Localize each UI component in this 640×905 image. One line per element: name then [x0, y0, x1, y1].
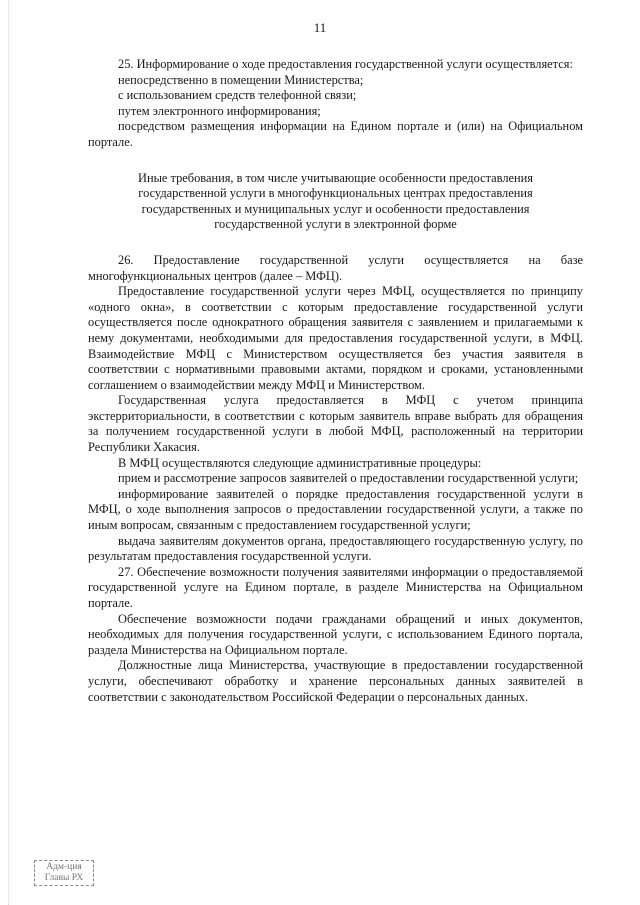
section-25-intro: 25. Информирование о ходе предоставления государственной услуги осуществляется:	[118, 57, 573, 71]
section-26-paragraph-2: Предоставление государственной услуги через МФЦ, осуществляется по принципу «одного окна», в соответствии с которым предоставление государственной услуги осуществляется после однократного обращения заявителя с заявлением и прилагаемыми к нему документами, необходимыми для предоставления государственной услуги, в МФЦ. Взаимодействие МФЦ с Министерством осуществляется без участия заявителя в соответствии с нормативными правовыми актами, порядком и сроками, установленными соглашением о взаимодействии между МФЦ и Министерством.	[88, 284, 583, 392]
section-26-paragraph-1: 26. Предоставление государственной услуги осуществляется на базе многофункциональных центров (далее – МФЦ).	[88, 252, 583, 283]
section-26-paragraph-5: прием и рассмотрение запросов заявителей о предоставлении государственной услуги;	[118, 471, 579, 486]
section-27-paragraph-3: Должностные лица Министерства, участвующие в предоставлении государственной услуги, обеспечивают обработку и хранение персональных данных заявителей в соответствии с законодательством Российской Федерации о персональных данных.	[88, 658, 583, 704]
stamp-line-2: Главы РХ	[44, 873, 84, 883]
scan-edge-line	[8, 0, 10, 905]
section-heading: Иные требования, в том числе учитывающие особенности предоставления государственной услуги в многофункциональных центрах предоставления государственных и муниципальных услуг и особенности предоставления государственной услуги в электронной форме	[138, 170, 533, 232]
section-25-item-2: с использованием средств телефонной связи;	[118, 88, 357, 103]
section-25-item-3: путем электронного информирования;	[118, 103, 321, 118]
registration-stamp	[34, 860, 94, 886]
section-26-paragraph-6: информирование заявителей о порядке предоставления государственной услуги в МФЦ, о ходе выполнения запросов о предоставлении государственной услуги, а также по иным вопросам, связанным с предоставлением государственной услуги;	[88, 486, 583, 533]
section-26-paragraph-7: выдача заявителям документов органа, предоставляющего государственную услугу, по результатам предоставления государственной услуги.	[88, 533, 583, 564]
section-27-paragraph-1: 27. Обеспечение возможности получения заявителями информации о предоставляемой государственной услуге на Едином портале, в разделе Министерства на Официальном портале.	[88, 564, 583, 610]
section-26-paragraph-3: Государственная услуга предоставляется в МФЦ с учетом принципа экстерриториальности, в соответствии с которым заявитель вправе выбрать для обращения за получением государственной услуги в любой МФЦ, расположенный на территории Республики Хакасия.	[88, 393, 583, 455]
section-27-paragraph-2: Обеспечение возможности подачи гражданами обращений и иных документов, необходимых для получения государственной услуги, с использованием Единого портала, раздела Министерства на Официальном портале.	[88, 611, 583, 657]
section-25-item-4: посредством размещения информации на Едином портале и (или) на Официальном портале.	[88, 119, 583, 149]
page-number: 11	[313, 20, 327, 35]
section-25-item-1: непосредственно в помещении Министерства;	[118, 72, 364, 87]
page-content	[88, 57, 583, 705]
section-26-paragraph-4: В МФЦ осуществляются следующие административные процедуры:	[118, 455, 482, 470]
stamp-line-1: Адм-ция	[46, 862, 82, 872]
